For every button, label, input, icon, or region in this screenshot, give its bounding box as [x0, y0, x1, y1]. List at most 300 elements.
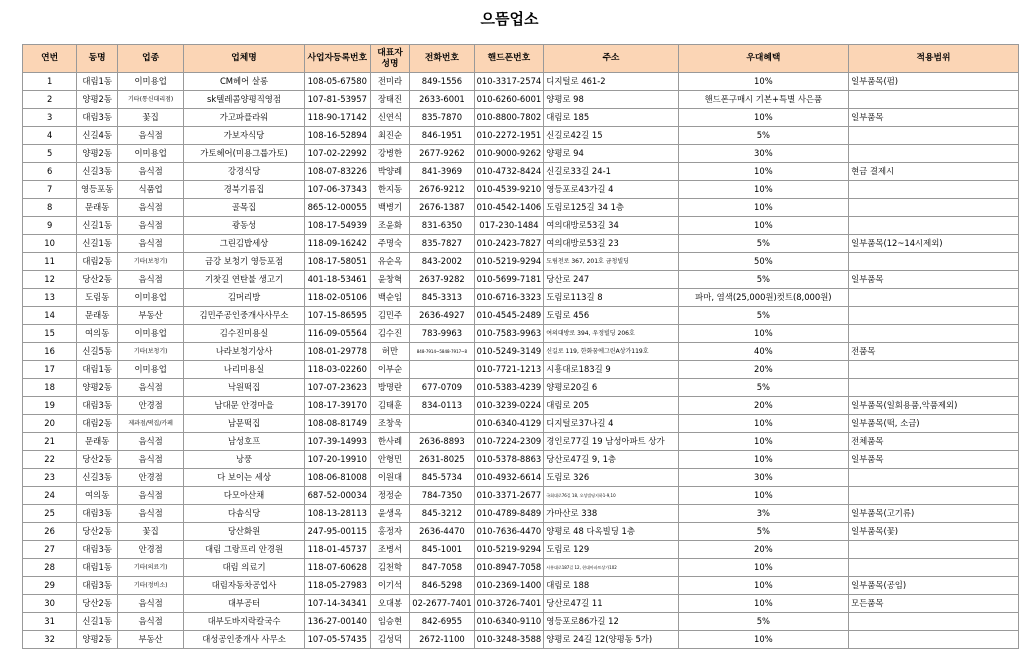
- header-col-phone: 전화번호: [410, 45, 474, 73]
- cell-col-benefit: 5%: [678, 235, 848, 253]
- cell-col-registration-no: 108-08-81749: [304, 415, 370, 433]
- cell-col-scope: [849, 145, 1019, 163]
- table-row: [23, 289, 1019, 307]
- table-row: [23, 343, 1019, 361]
- cell-col-registration-no: 865-12-00055: [304, 199, 370, 217]
- cell-col-no: 14: [23, 307, 77, 325]
- cell-col-address: 여의대방로53길 23: [544, 235, 678, 253]
- cell-col-business-name: 골목집: [184, 199, 305, 217]
- cell-col-mobile: 010-5249-3149: [474, 343, 544, 361]
- cell-col-registration-no: 118-05-27983: [304, 577, 370, 595]
- cell-col-registration-no: 136-27-00140: [304, 613, 370, 631]
- cell-col-scope: 모든품목: [849, 595, 1019, 613]
- cell-col-benefit: 10%: [678, 181, 848, 199]
- cell-col-phone: 848-7914~5848-7917~8: [410, 343, 474, 361]
- cell-col-district: 양평2동: [77, 91, 118, 109]
- cell-col-district: 당산2동: [77, 523, 118, 541]
- cell-col-address: 대림로 205: [544, 397, 678, 415]
- cell-col-business-name: 경북기름집: [184, 181, 305, 199]
- cell-col-address: 대림로 185: [544, 109, 678, 127]
- cell-col-address: 도림천로 367, 201호 금청빌딩: [544, 253, 678, 271]
- cell-col-owner: 장태진: [370, 91, 410, 109]
- cell-col-category: 식품업: [118, 181, 184, 199]
- cell-col-district: 대림3동: [77, 109, 118, 127]
- cell-col-phone: 2633-6001: [410, 91, 474, 109]
- cell-col-category: 음식점: [118, 271, 184, 289]
- cell-col-owner: 임승현: [370, 613, 410, 631]
- cell-col-phone: 845-5734: [410, 469, 474, 487]
- cell-col-address: 신길로33길 24-1: [544, 163, 678, 181]
- cell-col-scope: 일부품목: [849, 271, 1019, 289]
- cell-col-registration-no: 108-17-54939: [304, 217, 370, 235]
- cell-col-address: 도림로113길 8: [544, 289, 678, 307]
- cell-col-benefit: 20%: [678, 361, 848, 379]
- cell-col-scope: [849, 253, 1019, 271]
- cell-col-benefit: 파마, 염색(25,000원)컷트(8,000원): [678, 289, 848, 307]
- cell-col-business-name: 당산화원: [184, 523, 305, 541]
- cell-col-category: 기타(보청기): [118, 253, 184, 271]
- cell-col-no: 8: [23, 199, 77, 217]
- cell-col-district: 대림3동: [77, 505, 118, 523]
- cell-col-business-name: CM헤어 살롱: [184, 73, 305, 91]
- cell-col-business-name: 김수진미용실: [184, 325, 305, 343]
- cell-col-benefit: 20%: [678, 397, 848, 415]
- cell-col-no: 18: [23, 379, 77, 397]
- header-col-benefit: 우대혜택: [678, 45, 848, 73]
- table-row: [23, 163, 1019, 181]
- cell-col-owner: 백병기: [370, 199, 410, 217]
- cell-col-registration-no: 118-07-60628: [304, 559, 370, 577]
- cell-col-mobile: 010-5699-7181: [474, 271, 544, 289]
- table-row: [23, 415, 1019, 433]
- cell-col-district: 여의동: [77, 325, 118, 343]
- cell-col-owner: 주명숙: [370, 235, 410, 253]
- cell-col-scope: [849, 325, 1019, 343]
- cell-col-owner: 안형민: [370, 451, 410, 469]
- cell-col-category: 음식점: [118, 433, 184, 451]
- table-row: [23, 217, 1019, 235]
- cell-col-district: 신길1동: [77, 613, 118, 631]
- cell-col-mobile: 010-4789-8489: [474, 505, 544, 523]
- cell-col-address: 여의대방로 394, 우정빌딩 206호: [544, 325, 678, 343]
- cell-col-district: 대림3동: [77, 541, 118, 559]
- cell-col-registration-no: 108-05-67580: [304, 73, 370, 91]
- cell-col-owner: 허만: [370, 343, 410, 361]
- cell-col-phone: 842-6955: [410, 613, 474, 631]
- cell-col-address: 도림로 129: [544, 541, 678, 559]
- table-row: [23, 631, 1019, 649]
- business-table: [22, 44, 1019, 649]
- cell-col-mobile: 010-7721-1213: [474, 361, 544, 379]
- cell-col-category: 기타(통신대리점): [118, 91, 184, 109]
- cell-col-phone: 2631-8025: [410, 451, 474, 469]
- cell-col-category: 음식점: [118, 199, 184, 217]
- cell-col-address: 양평로 98: [544, 91, 678, 109]
- cell-col-district: 신길3동: [77, 163, 118, 181]
- cell-col-benefit: 10%: [678, 217, 848, 235]
- cell-col-category: 음식점: [118, 451, 184, 469]
- table-row: [23, 487, 1019, 505]
- cell-col-address: 시흥대로187길 12, 현대아파트상가102: [544, 559, 678, 577]
- header-col-no: 연번: [23, 45, 77, 73]
- header-col-mobile: 핸드폰번호: [474, 45, 544, 73]
- cell-col-business-name: 낙원떡집: [184, 379, 305, 397]
- cell-col-registration-no: 107-39-14993: [304, 433, 370, 451]
- cell-col-phone: 834-0113: [410, 397, 474, 415]
- header-col-registration-no: 사업자등록번호: [304, 45, 370, 73]
- cell-col-registration-no: 116-09-05564: [304, 325, 370, 343]
- cell-col-category: 제과점/떡집/카페: [118, 415, 184, 433]
- cell-col-owner: 조창욱: [370, 415, 410, 433]
- cell-col-benefit: 20%: [678, 541, 848, 559]
- cell-col-address: 신길로42길 15: [544, 127, 678, 145]
- table-row: [23, 361, 1019, 379]
- cell-col-owner: 조윤화: [370, 217, 410, 235]
- cell-col-benefit: 10%: [678, 433, 848, 451]
- table-row: [23, 595, 1019, 613]
- cell-col-owner: 김민주: [370, 307, 410, 325]
- cell-col-owner: 오대봉: [370, 595, 410, 613]
- cell-col-business-name: 김민주공인중개사사무소: [184, 307, 305, 325]
- cell-col-no: 30: [23, 595, 77, 613]
- table-row: [23, 613, 1019, 631]
- cell-col-business-name: 대부공터: [184, 595, 305, 613]
- cell-col-owner: 한지동: [370, 181, 410, 199]
- cell-col-benefit: 50%: [678, 253, 848, 271]
- cell-col-district: 문래동: [77, 433, 118, 451]
- cell-col-business-name: 가고파플라워: [184, 109, 305, 127]
- cell-col-scope: 일부품목(꽃): [849, 523, 1019, 541]
- cell-col-phone: 835-7870: [410, 109, 474, 127]
- cell-col-phone: 2636-8893: [410, 433, 474, 451]
- cell-col-address: 디지털로 461-2: [544, 73, 678, 91]
- cell-col-no: 27: [23, 541, 77, 559]
- cell-col-category: 안경점: [118, 469, 184, 487]
- cell-col-scope: [849, 91, 1019, 109]
- cell-col-business-name: 가보자식당: [184, 127, 305, 145]
- cell-col-mobile: 010-6260-6001: [474, 91, 544, 109]
- cell-col-phone: [410, 361, 474, 379]
- cell-col-benefit: 3%: [678, 505, 848, 523]
- cell-col-mobile: 010-9000-9262: [474, 145, 544, 163]
- cell-col-address: 도림로125길 34 1층: [544, 199, 678, 217]
- cell-col-category: 음식점: [118, 595, 184, 613]
- header-col-business-name: 업체명: [184, 45, 305, 73]
- cell-col-no: 2: [23, 91, 77, 109]
- cell-col-registration-no: 107-07-23623: [304, 379, 370, 397]
- cell-col-district: 대림1동: [77, 559, 118, 577]
- cell-col-scope: [849, 199, 1019, 217]
- cell-col-registration-no: 107-15-86595: [304, 307, 370, 325]
- cell-col-category: 이미용업: [118, 325, 184, 343]
- cell-col-business-name: 김머리방: [184, 289, 305, 307]
- cell-col-no: 10: [23, 235, 77, 253]
- cell-col-business-name: 대림 의료기: [184, 559, 305, 577]
- cell-col-phone: 841-3969: [410, 163, 474, 181]
- cell-col-registration-no: 107-06-37343: [304, 181, 370, 199]
- cell-col-address: 당산로 247: [544, 271, 678, 289]
- cell-col-registration-no: 401-18-53461: [304, 271, 370, 289]
- cell-col-owner: 윤창혁: [370, 271, 410, 289]
- cell-col-benefit: 10%: [678, 577, 848, 595]
- cell-col-registration-no: 108-17-39170: [304, 397, 370, 415]
- table-row: [23, 91, 1019, 109]
- cell-col-mobile: 010-5378-8863: [474, 451, 544, 469]
- cell-col-benefit: 10%: [678, 559, 848, 577]
- cell-col-category: 음식점: [118, 235, 184, 253]
- cell-col-no: 15: [23, 325, 77, 343]
- cell-col-address: 대림로 188: [544, 577, 678, 595]
- table-row: [23, 379, 1019, 397]
- cell-col-district: 신길5동: [77, 343, 118, 361]
- cell-col-district: 양평2동: [77, 631, 118, 649]
- cell-col-category: 기타(의료기): [118, 559, 184, 577]
- cell-col-registration-no: 687-52-00034: [304, 487, 370, 505]
- cell-col-phone: 846-1951: [410, 127, 474, 145]
- cell-col-district: 신길4동: [77, 127, 118, 145]
- cell-col-business-name: sk텔레콤양평직영점: [184, 91, 305, 109]
- cell-col-benefit: 핸드폰구매시 기본+특별 사은품: [678, 91, 848, 109]
- cell-col-scope: 현금 결제시: [849, 163, 1019, 181]
- cell-col-category: 안경점: [118, 397, 184, 415]
- cell-col-mobile: 010-5219-9294: [474, 541, 544, 559]
- cell-col-scope: [849, 127, 1019, 145]
- cell-col-no: 9: [23, 217, 77, 235]
- cell-col-benefit: 5%: [678, 307, 848, 325]
- cell-col-scope: 전품목: [849, 343, 1019, 361]
- cell-col-district: 신길3동: [77, 469, 118, 487]
- table-row: [23, 253, 1019, 271]
- cell-col-phone: 845-1001: [410, 541, 474, 559]
- cell-col-registration-no: 118-02-05106: [304, 289, 370, 307]
- cell-col-no: 31: [23, 613, 77, 631]
- cell-col-district: 당산2동: [77, 451, 118, 469]
- table-row: [23, 325, 1019, 343]
- cell-col-registration-no: 107-81-53957: [304, 91, 370, 109]
- cell-col-no: 13: [23, 289, 77, 307]
- cell-col-district: 대림1동: [77, 73, 118, 91]
- header-col-address: 주소: [544, 45, 678, 73]
- table-row: [23, 127, 1019, 145]
- cell-col-district: 대림1동: [77, 361, 118, 379]
- cell-col-district: 영등포동: [77, 181, 118, 199]
- cell-col-no: 12: [23, 271, 77, 289]
- cell-col-no: 24: [23, 487, 77, 505]
- cell-col-district: 신길1동: [77, 235, 118, 253]
- cell-col-business-name: 대림 그랑프리 안경원: [184, 541, 305, 559]
- cell-col-address: 양평로 48 다옥빌딩 1층: [544, 523, 678, 541]
- cell-col-mobile: 010-4539-9210: [474, 181, 544, 199]
- cell-col-registration-no: 108-06-81008: [304, 469, 370, 487]
- cell-col-mobile: 010-3371-2677: [474, 487, 544, 505]
- cell-col-category: 음식점: [118, 487, 184, 505]
- cell-col-owner: 방명란: [370, 379, 410, 397]
- cell-col-owner: 윤생옥: [370, 505, 410, 523]
- cell-col-phone: 2676-1387: [410, 199, 474, 217]
- cell-col-no: 11: [23, 253, 77, 271]
- cell-col-business-name: 가토헤어(미용그룹가토): [184, 145, 305, 163]
- cell-col-mobile: 010-6716-3323: [474, 289, 544, 307]
- cell-col-business-name: 광동성: [184, 217, 305, 235]
- cell-col-category: 음식점: [118, 127, 184, 145]
- cell-col-category: 음식점: [118, 613, 184, 631]
- cell-col-owner: 이기석: [370, 577, 410, 595]
- cell-col-owner: 최진순: [370, 127, 410, 145]
- cell-col-no: 28: [23, 559, 77, 577]
- cell-col-address: 당산로47길 11: [544, 595, 678, 613]
- cell-col-benefit: 40%: [678, 343, 848, 361]
- cell-col-registration-no: 118-90-17142: [304, 109, 370, 127]
- cell-col-scope: [849, 217, 1019, 235]
- cell-col-benefit: 10%: [678, 487, 848, 505]
- cell-col-address: 신길로 119, 한화꿈에그린A상가119호: [544, 343, 678, 361]
- cell-col-phone: 2637-9282: [410, 271, 474, 289]
- table-row: [23, 505, 1019, 523]
- cell-col-category: 음식점: [118, 379, 184, 397]
- cell-col-phone: 2636-4927: [410, 307, 474, 325]
- cell-col-business-name: 남성호프: [184, 433, 305, 451]
- cell-col-address: 여의대방로53길 34: [544, 217, 678, 235]
- table-row: [23, 541, 1019, 559]
- cell-col-business-name: 다 보이는 세상: [184, 469, 305, 487]
- cell-col-category: 기타(정비소): [118, 577, 184, 595]
- cell-col-owner: 유순옥: [370, 253, 410, 271]
- cell-col-no: 26: [23, 523, 77, 541]
- cell-col-mobile: 010-7636-4470: [474, 523, 544, 541]
- cell-col-benefit: 5%: [678, 613, 848, 631]
- cell-col-scope: 일부품목(고기류): [849, 505, 1019, 523]
- cell-col-phone: 02-2677-7401: [410, 595, 474, 613]
- cell-col-no: 32: [23, 631, 77, 649]
- cell-col-no: 22: [23, 451, 77, 469]
- cell-col-benefit: 30%: [678, 145, 848, 163]
- cell-col-district: 양평2동: [77, 379, 118, 397]
- cell-col-mobile: 010-8947-7058: [474, 559, 544, 577]
- cell-col-benefit: 10%: [678, 451, 848, 469]
- cell-col-category: 부동산: [118, 307, 184, 325]
- cell-col-address: 디지털로37나길 4: [544, 415, 678, 433]
- cell-col-category: 기타(보청기): [118, 343, 184, 361]
- cell-col-mobile: 010-5219-9294: [474, 253, 544, 271]
- cell-col-benefit: 10%: [678, 73, 848, 91]
- cell-col-owner: 강병한: [370, 145, 410, 163]
- cell-col-district: 양평2동: [77, 145, 118, 163]
- cell-col-business-name: 대부도바지락칼국수: [184, 613, 305, 631]
- cell-col-benefit: 10%: [678, 595, 848, 613]
- cell-col-no: 19: [23, 397, 77, 415]
- cell-col-registration-no: 118-09-16242: [304, 235, 370, 253]
- cell-col-district: 도림동: [77, 289, 118, 307]
- cell-col-scope: [849, 181, 1019, 199]
- cell-col-scope: [849, 379, 1019, 397]
- table-row: [23, 73, 1019, 91]
- cell-col-registration-no: 107-14-34341: [304, 595, 370, 613]
- cell-col-mobile: 010-7583-9963: [474, 325, 544, 343]
- cell-col-address: 양평로 94: [544, 145, 678, 163]
- cell-col-owner: 이부순: [370, 361, 410, 379]
- cell-col-phone: 784-7350: [410, 487, 474, 505]
- cell-col-mobile: 010-2369-1400: [474, 577, 544, 595]
- cell-col-district: 당산2동: [77, 271, 118, 289]
- cell-col-address: 당산로47길 9, 1층: [544, 451, 678, 469]
- cell-col-no: 20: [23, 415, 77, 433]
- cell-col-category: 음식점: [118, 163, 184, 181]
- cell-col-benefit: 30%: [678, 469, 848, 487]
- cell-col-business-name: 남문떡집: [184, 415, 305, 433]
- cell-col-phone: 846-5298: [410, 577, 474, 595]
- cell-col-registration-no: 107-20-19910: [304, 451, 370, 469]
- cell-col-phone: [410, 415, 474, 433]
- cell-col-benefit: 5%: [678, 127, 848, 145]
- cell-col-benefit: 10%: [678, 415, 848, 433]
- cell-col-registration-no: 108-01-29778: [304, 343, 370, 361]
- header-row: [23, 45, 1019, 73]
- cell-col-scope: [849, 541, 1019, 559]
- cell-col-district: 문래동: [77, 199, 118, 217]
- cell-col-district: 신길1동: [77, 217, 118, 235]
- cell-col-mobile: 010-5383-4239: [474, 379, 544, 397]
- cell-col-address: 국회대로76길 18, 오성빌딩지하1-9,10: [544, 487, 678, 505]
- cell-col-business-name: 대림자동차공업사: [184, 577, 305, 595]
- table-body: [23, 73, 1019, 649]
- cell-col-scope: [849, 361, 1019, 379]
- cell-col-address: 영등포로43가길 4: [544, 181, 678, 199]
- cell-col-phone: 845-3212: [410, 505, 474, 523]
- table-row: [23, 469, 1019, 487]
- table-row: [23, 397, 1019, 415]
- table-row: [23, 523, 1019, 541]
- cell-col-no: 7: [23, 181, 77, 199]
- cell-col-mobile: 010-2423-7827: [474, 235, 544, 253]
- table-row: [23, 181, 1019, 199]
- cell-col-mobile: 010-3726-7401: [474, 595, 544, 613]
- cell-col-district: 대림2동: [77, 415, 118, 433]
- cell-col-registration-no: 247-95-00115: [304, 523, 370, 541]
- cell-col-address: 도림로 456: [544, 307, 678, 325]
- table-row: [23, 577, 1019, 595]
- cell-col-scope: 일부품목(일회용품,악품제외): [849, 397, 1019, 415]
- cell-col-scope: [849, 559, 1019, 577]
- table-row: [23, 271, 1019, 289]
- cell-col-owner: 김태훈: [370, 397, 410, 415]
- cell-col-scope: 일부품목: [849, 109, 1019, 127]
- cell-col-mobile: 010-7224-2309: [474, 433, 544, 451]
- table-row: [23, 451, 1019, 469]
- cell-col-business-name: 대성공인중개사 사무소: [184, 631, 305, 649]
- cell-col-phone: 677-0709: [410, 379, 474, 397]
- cell-col-business-name: 낭풍: [184, 451, 305, 469]
- cell-col-owner: 홍정자: [370, 523, 410, 541]
- cell-col-business-name: 나라보청기상사: [184, 343, 305, 361]
- cell-col-scope: 전체품목: [849, 433, 1019, 451]
- cell-col-registration-no: 108-07-83226: [304, 163, 370, 181]
- cell-col-district: 대림3동: [77, 397, 118, 415]
- cell-col-owner: 이원대: [370, 469, 410, 487]
- cell-col-phone: 2676-9212: [410, 181, 474, 199]
- cell-col-category: 음식점: [118, 217, 184, 235]
- table-row: [23, 307, 1019, 325]
- cell-col-benefit: 10%: [678, 163, 848, 181]
- cell-col-address: 도림로 326: [544, 469, 678, 487]
- cell-col-mobile: 010-3239-0224: [474, 397, 544, 415]
- cell-col-district: 대림3동: [77, 577, 118, 595]
- cell-col-business-name: 다모아산채: [184, 487, 305, 505]
- cell-col-no: 16: [23, 343, 77, 361]
- cell-col-owner: 김수진: [370, 325, 410, 343]
- cell-col-phone: 831-6350: [410, 217, 474, 235]
- cell-col-owner: 전미라: [370, 73, 410, 91]
- cell-col-category: 음식점: [118, 505, 184, 523]
